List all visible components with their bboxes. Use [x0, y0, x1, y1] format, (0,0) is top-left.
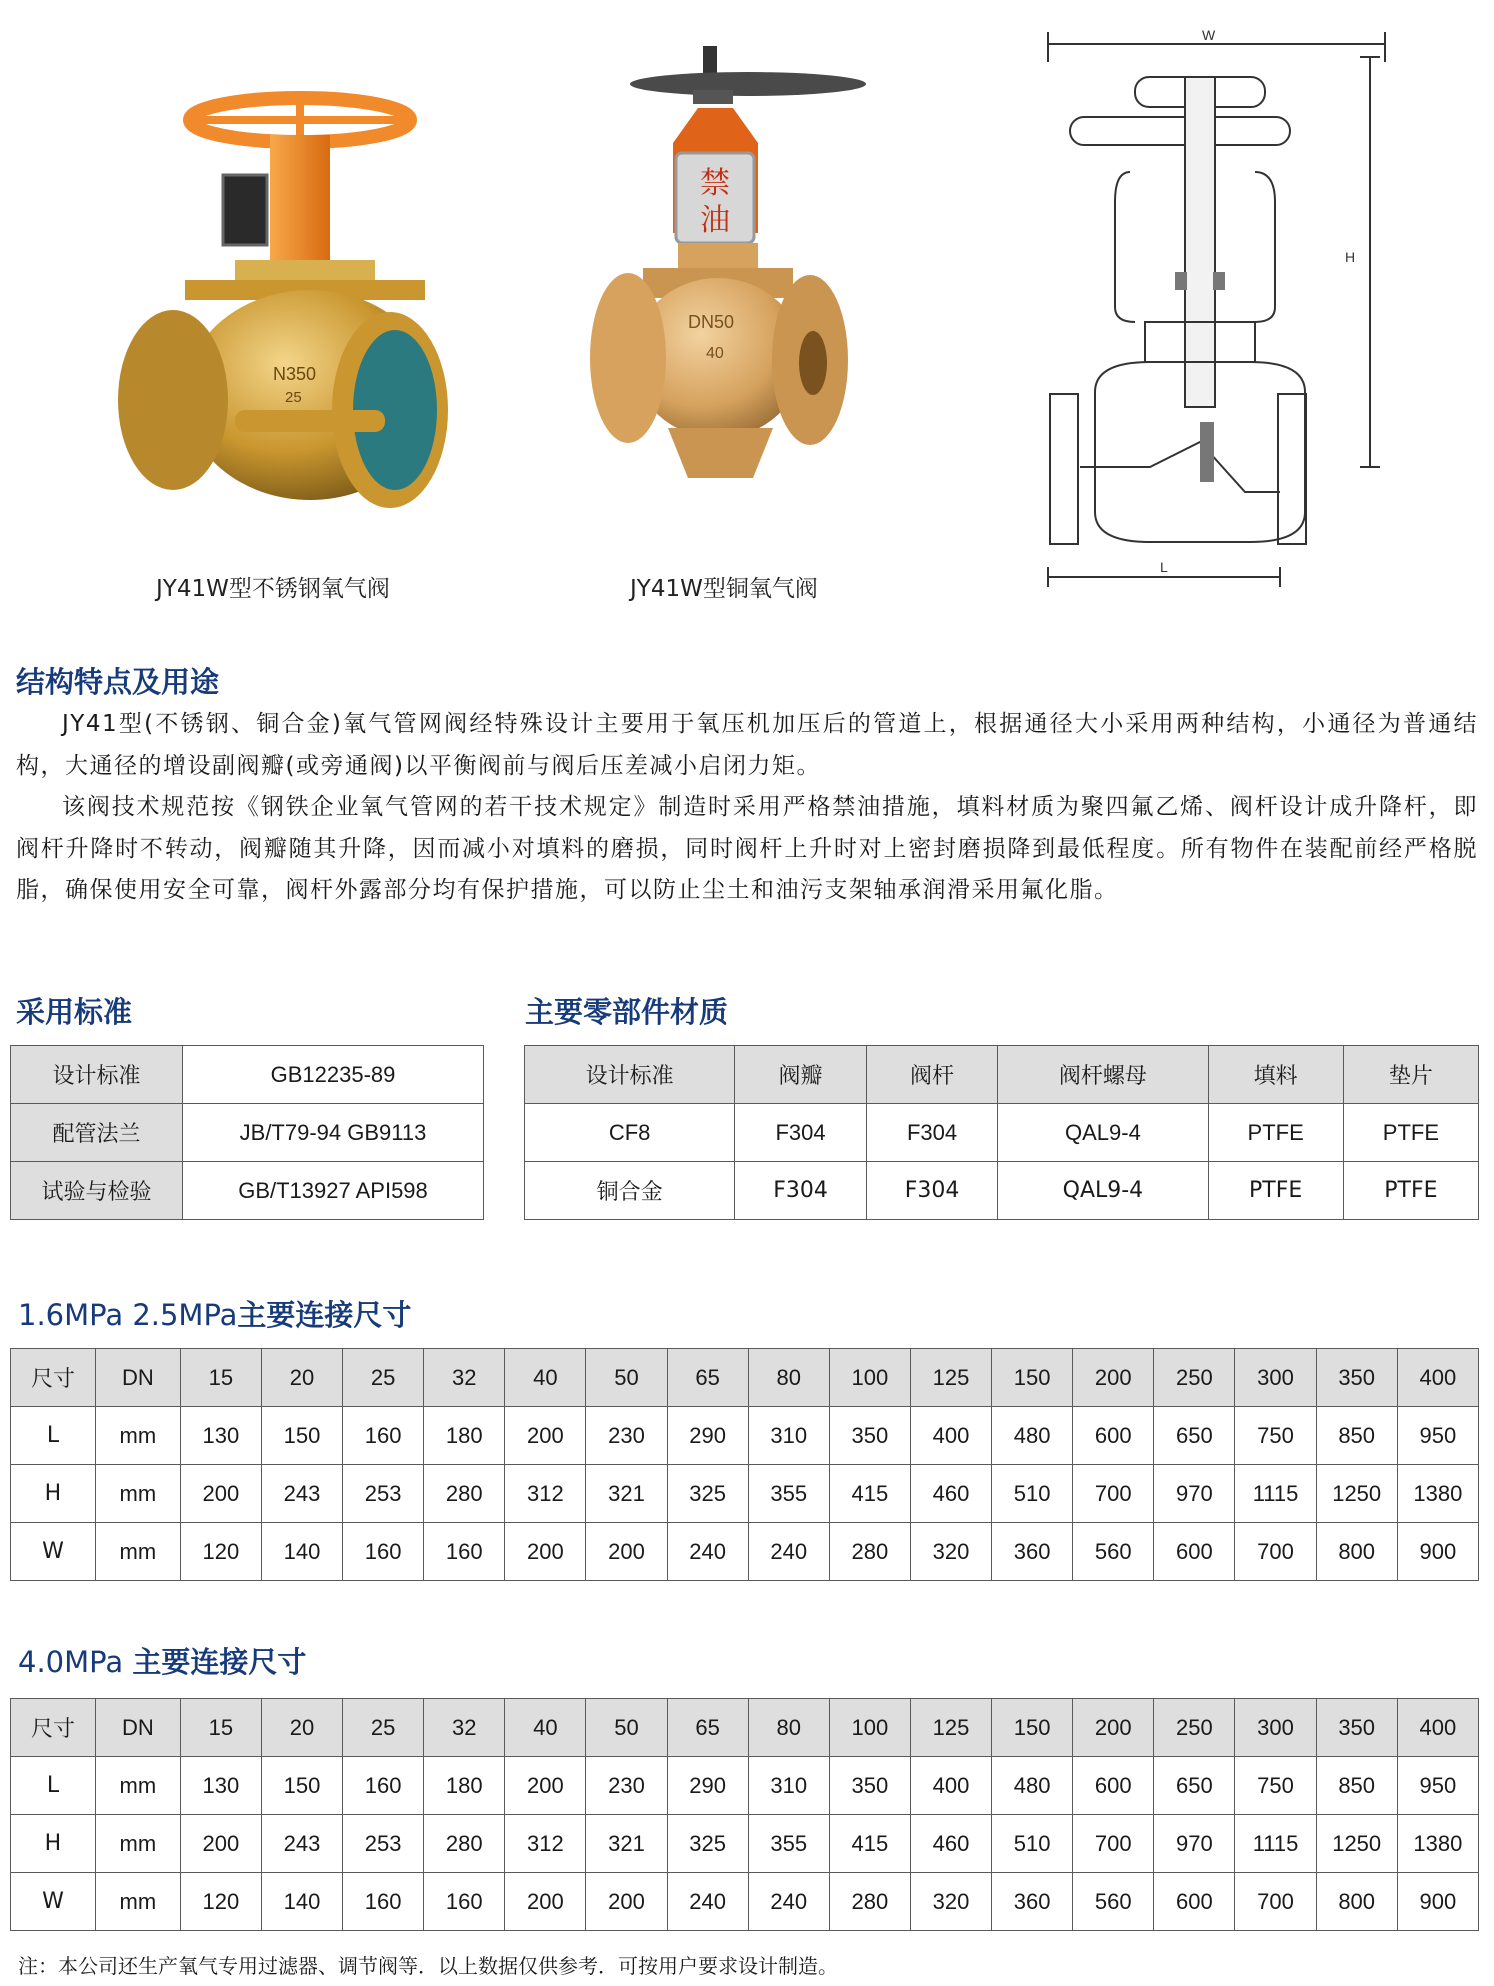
- standards-label: 试验与检验: [11, 1162, 183, 1220]
- dims-cell: 280: [424, 1465, 505, 1523]
- dims-cell: 160: [343, 1407, 424, 1465]
- valve-section-drawing: [1040, 22, 1390, 602]
- dims-cell: 312: [505, 1815, 586, 1873]
- drawing-h-label: H: [1345, 249, 1356, 265]
- materials-cell: PTFE: [1208, 1162, 1343, 1220]
- dims-cell: mm: [95, 1523, 180, 1581]
- features-body: [16, 704, 1478, 912]
- dims-cell: 750: [1235, 1407, 1316, 1465]
- dims-cell: 1380: [1397, 1815, 1478, 1873]
- materials-cell: PTFE: [1343, 1162, 1478, 1220]
- standards-value: GB12235-89: [183, 1046, 484, 1104]
- dims-header-cell: 25: [343, 1699, 424, 1757]
- dims-cell: 310: [748, 1757, 829, 1815]
- dims-cell: mm: [95, 1465, 180, 1523]
- standards-row: [11, 1046, 484, 1104]
- materials-header-cell: 填料: [1208, 1046, 1343, 1104]
- dims-2-title-prefix: 4.0MPa: [18, 1645, 133, 1679]
- standards-value: JB/T79-94 GB9113: [183, 1104, 484, 1162]
- dims-cell: 230: [586, 1757, 667, 1815]
- materials-cell: QAL9-4: [998, 1104, 1208, 1162]
- features-paragraph-1: JY41型(不锈钢、铜合金)氧气管网阀经特殊设计主要用于氧压机加压后的管道上，根据通径大小采用两种结构，小通径为普通结构，大通径的增设副阀瓣(或旁通阀)以平衡阀前与阀后压差减小启闭力矩。: [16, 711, 1478, 779]
- dims-cell: 415: [829, 1465, 910, 1523]
- materials-cell: CF8: [525, 1104, 735, 1162]
- dims-cell: 130: [180, 1407, 261, 1465]
- dims-cell: 460: [910, 1815, 991, 1873]
- dims-cell: 950: [1397, 1407, 1478, 1465]
- dims-header-cell: 300: [1235, 1349, 1316, 1407]
- caption-stainless-valve: JY41W型不锈钢氧气阀: [156, 576, 390, 602]
- dims-cell: 900: [1397, 1523, 1478, 1581]
- dims-cell: H: [11, 1465, 96, 1523]
- features-paragraph-2: 该阀技术规范按《钢铁企业氧气管网的若干技术规定》制造时采用严格禁油措施，填料材质为聚四氟乙烯、阀杆设计成升降杆，即阀杆升降时不转动，阀瓣随其升降，因而减小对填料的磨损，同时阀杆上升时对上密封磨损降到最低程度。所有物件在装配前经严格脱脂，确保使用安全可靠，阀杆外露部分均有保护措施，可以防止尘土和油污支架轴承润滑采用氟化脂。: [16, 794, 1478, 903]
- dims-cell: 290: [667, 1407, 748, 1465]
- dims-cell: 160: [343, 1873, 424, 1931]
- dims-cell: 600: [1154, 1873, 1235, 1931]
- dims-cell: 1250: [1316, 1465, 1397, 1523]
- dims-cell: 150: [261, 1407, 342, 1465]
- dims-2-title-suffix: 主要连接尺寸: [132, 1645, 307, 1679]
- dims-header-cell: 250: [1154, 1699, 1235, 1757]
- dims-header-cell: 50: [586, 1699, 667, 1757]
- dims-header-cell: 20: [261, 1349, 342, 1407]
- valve-2-tag-2: 油: [700, 204, 730, 237]
- dims-cell: H: [11, 1815, 96, 1873]
- dims-header-cell: 250: [1154, 1349, 1235, 1407]
- dims-cell: 355: [748, 1465, 829, 1523]
- dims-cell: 560: [1073, 1523, 1154, 1581]
- dims-cell: 415: [829, 1815, 910, 1873]
- dims-cell: 800: [1316, 1523, 1397, 1581]
- dims-header-cell: DN: [95, 1349, 180, 1407]
- materials-cell: F304: [735, 1104, 866, 1162]
- dims-cell: 150: [261, 1757, 342, 1815]
- dims-header-cell: 80: [748, 1349, 829, 1407]
- dims-cell: 200: [180, 1465, 261, 1523]
- dims-row: [11, 1757, 1479, 1815]
- dims-cell: 600: [1073, 1407, 1154, 1465]
- dims-cell: 253: [343, 1815, 424, 1873]
- materials-cell: F304: [866, 1162, 997, 1220]
- valve-1-marking-2: 25: [285, 389, 302, 406]
- dims-cell: 160: [343, 1757, 424, 1815]
- dims-header-cell: 32: [424, 1699, 505, 1757]
- dims-cell: 400: [910, 1407, 991, 1465]
- dims-cell: 180: [424, 1757, 505, 1815]
- dims-cell: W: [11, 1523, 96, 1581]
- dims-header-cell: 50: [586, 1349, 667, 1407]
- caption-bronze-valve: JY41W型铜氧气阀: [630, 576, 818, 602]
- dims-cell: L: [11, 1757, 96, 1815]
- materials-header-cell: 阀瓣: [735, 1046, 866, 1104]
- dims-cell: 350: [829, 1407, 910, 1465]
- dims-cell: 120: [180, 1523, 261, 1581]
- dims-cell: 560: [1073, 1873, 1154, 1931]
- dims-header-cell: 尺寸: [11, 1699, 96, 1757]
- dims-cell: 700: [1073, 1465, 1154, 1523]
- dims-cell: 321: [586, 1465, 667, 1523]
- dims-cell: 160: [343, 1523, 424, 1581]
- dims-1-title: [18, 1293, 411, 1334]
- dims-cell: 230: [586, 1407, 667, 1465]
- materials-cell: F304: [735, 1162, 866, 1220]
- dims-row: [11, 1465, 1479, 1523]
- dims-cell: 200: [180, 1815, 261, 1873]
- dims-cell: 240: [748, 1873, 829, 1931]
- dims-cell: 360: [992, 1523, 1073, 1581]
- materials-header-row: [525, 1046, 1479, 1104]
- dims-header-cell: 尺寸: [11, 1349, 96, 1407]
- dims-cell: 970: [1154, 1465, 1235, 1523]
- dims-cell: 200: [586, 1873, 667, 1931]
- drawing-w-label: W: [1202, 27, 1216, 43]
- standards-row: [11, 1162, 484, 1220]
- dims-header-cell: 350: [1316, 1699, 1397, 1757]
- dims-cell: 480: [992, 1407, 1073, 1465]
- dims-header-cell: 200: [1073, 1349, 1154, 1407]
- dims-cell: 325: [667, 1815, 748, 1873]
- materials-row: [525, 1162, 1479, 1220]
- dims-cell: 360: [992, 1873, 1073, 1931]
- dims-header-cell: 300: [1235, 1699, 1316, 1757]
- dims-cell: 900: [1397, 1873, 1478, 1931]
- materials-cell: QAL9-4: [998, 1162, 1208, 1220]
- dims-header-cell: 65: [667, 1349, 748, 1407]
- dims-cell: 240: [667, 1523, 748, 1581]
- dims-cell: 240: [667, 1873, 748, 1931]
- dims-header-cell: 80: [748, 1699, 829, 1757]
- drawing-l-label: L: [1160, 559, 1168, 575]
- dims-cell: mm: [95, 1757, 180, 1815]
- dims-row: [11, 1407, 1479, 1465]
- dims-cell: 240: [748, 1523, 829, 1581]
- dims-header-cell: 150: [992, 1699, 1073, 1757]
- dims-cell: 280: [829, 1873, 910, 1931]
- dims-header-cell: 15: [180, 1349, 261, 1407]
- dims-cell: 180: [424, 1407, 505, 1465]
- dims-cell: 321: [586, 1815, 667, 1873]
- dims-cell: 750: [1235, 1757, 1316, 1815]
- dims-cell: 400: [910, 1757, 991, 1815]
- dims-header-cell: 32: [424, 1349, 505, 1407]
- dims-cell: 140: [261, 1873, 342, 1931]
- dims-cell: 600: [1154, 1523, 1235, 1581]
- dims-cell: 1115: [1235, 1465, 1316, 1523]
- dims-header-cell: 20: [261, 1699, 342, 1757]
- dims-header-cell: DN: [95, 1699, 180, 1757]
- dims-cell: 1115: [1235, 1815, 1316, 1873]
- dims-cell: 200: [505, 1873, 586, 1931]
- standards-title: 采用标准: [16, 995, 133, 1029]
- dims-cell: 200: [505, 1523, 586, 1581]
- dims-header-cell: 400: [1397, 1349, 1478, 1407]
- dims-cell: 650: [1154, 1407, 1235, 1465]
- dims-cell: 460: [910, 1465, 991, 1523]
- dims-cell: 280: [424, 1815, 505, 1873]
- dims-header-cell: 125: [910, 1699, 991, 1757]
- dims-row: [11, 1815, 1479, 1873]
- valve-2-marking-2: 40: [706, 345, 724, 362]
- footer-note: 注：本公司还生产氧气专用过滤器、调节阀等．以上数据仅供参考．可按用户要求设计制造。: [18, 1954, 838, 1978]
- dims-header-cell: 15: [180, 1699, 261, 1757]
- dims-header-cell: 40: [505, 1699, 586, 1757]
- dims-cell: 850: [1316, 1407, 1397, 1465]
- dims-cell: 700: [1235, 1523, 1316, 1581]
- dims-2-title: [18, 1640, 306, 1681]
- features-title: 结构特点及用途: [16, 665, 220, 699]
- stainless-valve-image: [95, 80, 450, 550]
- dims-header-cell: 150: [992, 1349, 1073, 1407]
- dims-cell: 243: [261, 1815, 342, 1873]
- dims-cell: L: [11, 1407, 96, 1465]
- materials-table: [524, 1045, 1479, 1220]
- dims-cell: W: [11, 1873, 96, 1931]
- valve-2-tag-1: 禁: [700, 167, 730, 200]
- materials-header-cell: 阀杆: [866, 1046, 997, 1104]
- dims-cell: 950: [1397, 1757, 1478, 1815]
- dims-1-title-prefix: 1.6MPa 2.5MPa: [18, 1298, 238, 1332]
- dims-cell: 350: [829, 1757, 910, 1815]
- dims-cell: 355: [748, 1815, 829, 1873]
- materials-row: [525, 1104, 1479, 1162]
- dims-cell: 160: [424, 1523, 505, 1581]
- dims-header-cell: 65: [667, 1699, 748, 1757]
- dims-cell: 200: [505, 1407, 586, 1465]
- dims-cell: 700: [1073, 1815, 1154, 1873]
- dims-cell: 850: [1316, 1757, 1397, 1815]
- dims-cell: 280: [829, 1523, 910, 1581]
- dims-cell: 200: [586, 1523, 667, 1581]
- dims-header-row: [11, 1349, 1479, 1407]
- dims-header-cell: 400: [1397, 1699, 1478, 1757]
- valve-1-marking-1: N350: [273, 364, 317, 384]
- dims-cell: mm: [95, 1815, 180, 1873]
- dims-cell: mm: [95, 1407, 180, 1465]
- dims-cell: 700: [1235, 1873, 1316, 1931]
- materials-cell: 铜合金: [525, 1162, 735, 1220]
- dims-cell: 120: [180, 1873, 261, 1931]
- dims-row: [11, 1523, 1479, 1581]
- materials-cell: PTFE: [1343, 1104, 1478, 1162]
- dims-cell: 320: [910, 1523, 991, 1581]
- dims-header-cell: 125: [910, 1349, 991, 1407]
- dims-cell: 310: [748, 1407, 829, 1465]
- materials-header-cell: 阀杆螺母: [998, 1046, 1208, 1104]
- dims-cell: 800: [1316, 1873, 1397, 1931]
- dims-cell: 160: [424, 1873, 505, 1931]
- dims-cell: 970: [1154, 1815, 1235, 1873]
- materials-header-cell: 垫片: [1343, 1046, 1478, 1104]
- dims-cell: 320: [910, 1873, 991, 1931]
- standards-row: [11, 1104, 484, 1162]
- dims-1-table: [10, 1348, 1479, 1581]
- valve-2-marking-1: DN50: [688, 312, 735, 332]
- dims-cell: 200: [505, 1757, 586, 1815]
- materials-cell: PTFE: [1208, 1104, 1343, 1162]
- dims-1-title-suffix: 主要连接尺寸: [237, 1298, 412, 1332]
- dims-header-cell: 25: [343, 1349, 424, 1407]
- dims-cell: 480: [992, 1757, 1073, 1815]
- dims-cell: 1380: [1397, 1465, 1478, 1523]
- materials-title: 主要零部件材质: [525, 995, 729, 1029]
- dims-cell: 510: [992, 1815, 1073, 1873]
- dims-header-cell: 100: [829, 1699, 910, 1757]
- dims-row: [11, 1873, 1479, 1931]
- dims-cell: mm: [95, 1873, 180, 1931]
- dims-header-cell: 200: [1073, 1699, 1154, 1757]
- materials-header-cell: 设计标准: [525, 1046, 735, 1104]
- dims-cell: 325: [667, 1465, 748, 1523]
- dims-cell: 243: [261, 1465, 342, 1523]
- bronze-valve-image: [588, 28, 918, 518]
- dims-cell: 140: [261, 1523, 342, 1581]
- dims-cell: 650: [1154, 1757, 1235, 1815]
- dims-header-cell: 100: [829, 1349, 910, 1407]
- standards-label: 配管法兰: [11, 1104, 183, 1162]
- dims-header-row: [11, 1699, 1479, 1757]
- standards-table: [10, 1045, 484, 1220]
- materials-cell: F304: [866, 1104, 997, 1162]
- dims-cell: 253: [343, 1465, 424, 1523]
- dims-cell: 312: [505, 1465, 586, 1523]
- dims-cell: 290: [667, 1757, 748, 1815]
- dims-2-table: [10, 1698, 1479, 1931]
- dims-cell: 510: [992, 1465, 1073, 1523]
- standards-label: 设计标准: [11, 1046, 183, 1104]
- dims-header-cell: 350: [1316, 1349, 1397, 1407]
- dims-cell: 130: [180, 1757, 261, 1815]
- dims-header-cell: 40: [505, 1349, 586, 1407]
- dims-cell: 600: [1073, 1757, 1154, 1815]
- standards-value: GB/T13927 API598: [183, 1162, 484, 1220]
- dims-cell: 1250: [1316, 1815, 1397, 1873]
